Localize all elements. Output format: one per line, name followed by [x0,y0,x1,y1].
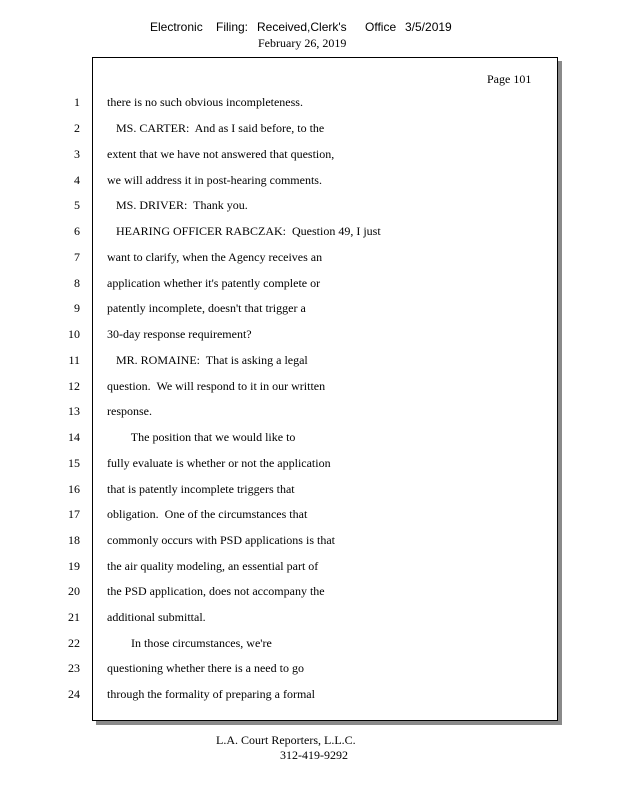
line-number: 23 [68,661,80,675]
transcript-line [0,120,600,136]
transcript-line [0,609,600,625]
page-number: Page 101 [487,72,532,86]
stamp-word: Electronic [150,20,203,34]
line-text: questioning whether there is a need to go [107,661,304,675]
line-text: the air quality modeling, an essential part of [107,559,319,573]
transcript-line [0,686,600,702]
line-text: In those circumstances, we're [107,636,272,650]
transcript-line [0,635,600,651]
line-text: that is patently incomplete triggers that [107,482,295,496]
line-text: obligation. One of the circumstances that [107,507,308,521]
line-number: 20 [68,584,80,598]
filed-date: February 26, 2019 [258,36,347,50]
line-text: The position that we would like to [107,430,296,444]
transcript-line [0,249,600,265]
line-number: 16 [68,482,80,496]
reporter-phone: 312-419-9292 [280,748,348,762]
transcript-line [0,326,600,342]
line-number: 17 [68,507,80,521]
transcript-line [0,94,600,110]
line-number: 3 [74,147,80,161]
line-number: 24 [68,687,80,701]
line-text: MS. CARTER: And as I said before, to the [107,121,325,135]
line-text: through the formality of preparing a formal [107,687,315,701]
line-text: response. [107,404,152,418]
stamp-date: 3/5/2019 [405,20,452,34]
transcript-line [0,172,600,188]
line-number: 22 [68,636,80,650]
line-text: fully evaluate is whether or not the application [107,456,331,470]
transcript-line [0,455,600,471]
transcript-line [0,660,600,676]
transcript-line [0,429,600,445]
transcript-line [0,403,600,419]
filing-stamp [150,20,452,34]
line-number: 7 [74,250,80,264]
line-number: 5 [74,198,80,212]
transcript-line [0,532,600,548]
line-number: 18 [68,533,80,547]
transcript-line [0,275,600,291]
line-number: 2 [74,121,80,135]
line-number: 15 [68,456,80,470]
transcript-line [0,352,600,368]
transcript-line [0,146,600,162]
line-number: 13 [68,404,80,418]
line-text: MS. DRIVER: Thank you. [107,198,248,212]
line-text: 30-day response requirement? [107,327,252,341]
line-number: 1 [74,95,80,109]
transcript-line [0,583,600,599]
transcript-line [0,506,600,522]
line-text: extent that we have not answered that question, [107,147,335,161]
line-number: 4 [74,173,80,187]
stamp-word: Office [365,20,397,34]
line-text: additional submittal. [107,610,206,624]
line-number: 6 [74,224,80,238]
line-text: commonly occurs with PSD applications is that [107,533,335,547]
line-number: 8 [74,276,80,290]
line-number: 21 [68,610,80,624]
stamp-word: Filing: [216,20,249,34]
line-number: 19 [68,559,80,573]
reporter-name: L.A. Court Reporters, L.L.C. [216,733,356,747]
line-text: question. We will respond to it in our written [107,379,326,393]
transcript-line [0,197,600,213]
line-text: application whether it's patently complete or [107,276,321,290]
line-number: 11 [68,353,80,367]
line-text: want to clarify, when the Agency receives an [107,250,323,264]
line-text: we will address it in post-hearing comments. [107,173,322,187]
line-text: HEARING OFFICER RABCZAK: Question 49, I just [107,224,381,238]
transcript-line [0,558,600,574]
stamp-word: Received,Clerk's [257,20,347,34]
transcript-line [0,378,600,394]
line-number: 12 [68,379,80,393]
transcript-line [0,300,600,316]
line-number: 9 [74,301,80,315]
transcript-line [0,481,600,497]
line-number: 10 [68,327,80,341]
line-text: MR. ROMAINE: That is asking a legal [107,353,308,367]
line-number: 14 [68,430,80,444]
transcript-line [0,223,600,239]
line-text: the PSD application, does not accompany the [107,584,325,598]
line-text: there is no such obvious incompleteness. [107,95,303,109]
line-text: patently incomplete, doesn't that trigger a [107,301,306,315]
